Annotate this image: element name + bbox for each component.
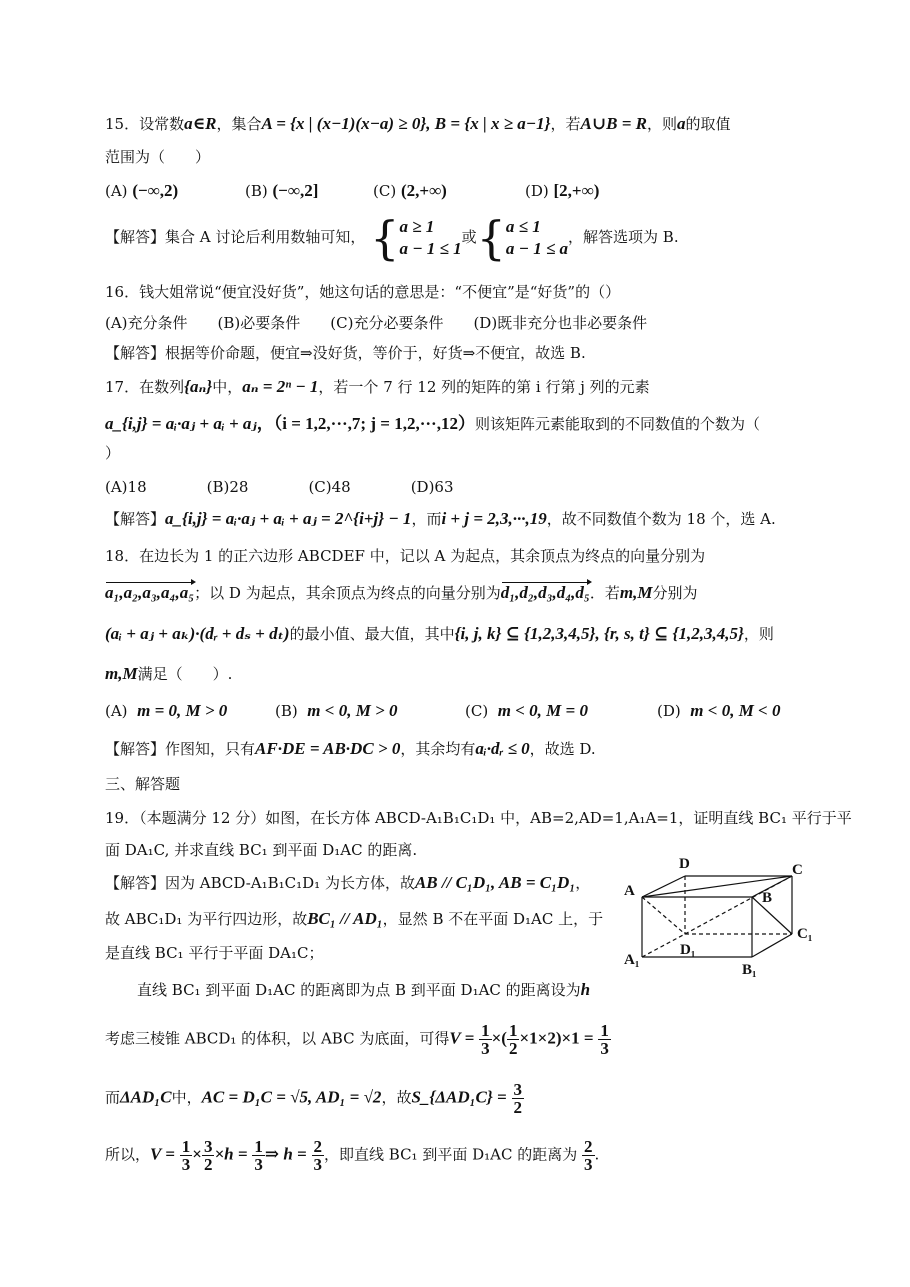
q18-condition: m,M满足（ ）. [105,664,233,683]
q18-options: (A) m = 0, M > 0 (B) m < 0, M > 0 (C) m < 0, M = 0 (D) m < 0, M < 0 [105,701,781,720]
q19-answer-5: 考虑三棱锥 ABCD₁ 的体积，以 ABC 为底面，可得V = $\frac{1}{3}$ ×( $\frac{1}{2}$ ×1×2)×1 = $\frac{1}{3}$ [105,1021,609,1058]
q19-stem-cont: 面 DA₁C, 并求直线 BC₁ 到平面 D₁AC 的距离. [105,841,418,859]
label-A: A [624,883,635,899]
q19-stem: 19．（本题满分 12 分）如图，在长方体 ABCD-A₁B₁C₁D₁ 中，AB=2,AD=1,A₁A=1，证明直线 BC₁ 平行于平 [105,809,852,827]
label-D1: D₁ [680,942,696,958]
edge-A1D1 [642,934,685,957]
q17-close: ） [105,444,121,462]
q18-expression: (aᵢ + aⱼ + aₖ)·(dᵣ + dₛ + dₜ)的最小值、最大值，其中{i, j, k} ⊆ {1,2,3,4,5}, {r, s, t} ⊆ {1,2,3,4,5}，则 [105,624,774,643]
diag-AD1 [642,897,685,934]
cuboid-figure [622,852,832,987]
section-title: 三、解答题 [105,775,181,793]
q18-stem: 18．在边长为 1 的正六边形 ABCDEF 中，记以 A 为起点，其余顶点为终点的向量分别为 [105,547,706,565]
q19-answer-3: 是直线 BC₁ 平行于平面 DA₁C； [105,944,324,962]
q18-vectors: a₁,a₂,a₃,a₄,a₅；以 D 为起点，其余顶点为终点的向量分别为d₁,d₂,d₃,d₄,d₅．若m,M分别为 [105,583,698,602]
label-B: B [762,890,773,906]
q16-answer: 【解答】根据等价命题，便宜⇒没好货，等价于，好货⇒不便宜，故选 B. [105,344,586,362]
q19-answer-6: 而ΔAD₁C中，AC = D₁C = √5, AD₁ = √2，故S_{ΔAD₁C} = $\frac{3}{2}$ [105,1080,523,1117]
q17-answer: 【解答】a_{i,j} = aᵢ·aⱼ + aᵢ + aⱼ = 2^{i+j} − 1，而i + j = 2,3,···,19，故不同数值个数为 18 个，选 A. [105,509,776,528]
label-B1: B₁ [742,962,757,978]
q19-answer-7: 所以，V = $\frac{1}{3}$ × $\frac{3}{2}$ ×h = $\frac{1}{3}$ ⇒ h = $\frac{2}{3}$ ，即直线 BC₁ 到平面 D₁AC 的距离为 $\frac{2}{3}$ . [105,1137,600,1174]
q17-element: a_{i,j} = aᵢ·aⱼ + aᵢ + aⱼ，（i = 1,2,···,7; j = 1,2,···,12）则该矩阵元素能取到的不同数值的个数为（ [105,414,760,433]
q15-options: (A) (−∞,2) (B) (−∞,2] (C) (2,+∞) (D) [2,+∞) [105,181,600,200]
q16-stem: 16．钱大姐常说“便宜没好货”，她这句话的意思是：“不便宜”是“好货”的（） [105,283,621,301]
q17-options: (A)18 (B)28 (C)48 (D)63 [105,478,454,496]
label-C1: C₁ [797,926,813,942]
label-D: D [679,856,690,872]
q19-answer-2: 故 ABC₁D₁ 为平行四边形，故BC₁ // AD₁，显然 B 不在平面 D₁AC 上，于 [105,909,604,928]
q15-stem: 15．设常数a∈R，集合A = {x | (x−1)(x−a) ≥ 0}, B = {x | x ≥ a−1}，若A∪B = R，则a的取值 [105,114,731,133]
label-A1: A₁ [624,952,640,968]
q17-stem: 17．在数列{aₙ}中，aₙ = 2ⁿ − 1，若一个 7 行 12 列的矩阵的第 i 行第 j 列的元素 [105,377,650,396]
q19-answer-1: 【解答】因为 ABCD-A₁B₁C₁D₁ 为长方体，故AB // C₁D₁, AB = C₁D₁， [105,873,591,892]
q16-options: (A)充分条件 (B)必要条件 (C)充分必要条件 (D)既非充分也非必要条件 [105,314,648,332]
label-C: C [792,862,803,878]
q15-answer: 【解答】集合 A 讨论后利用数轴可知， { a ≥ 1 a − 1 ≤ 1 或{ a ≤ 1 a − 1 ≤ a ，解答选项为 B. [105,211,679,265]
q18-answer: 【解答】作图知，只有AF·DE = AB·DC > 0，其余均有aᵢ·dᵣ ≤ 0，故选 D. [105,739,596,758]
q19-answer-4: 直线 BC₁ 到平面 D₁AC 的距离即为点 B 到平面 D₁AC 的距离设为h [137,980,591,999]
q15-stem-cont: 范围为（ ） [105,148,211,166]
edge-B1C1 [752,934,792,957]
